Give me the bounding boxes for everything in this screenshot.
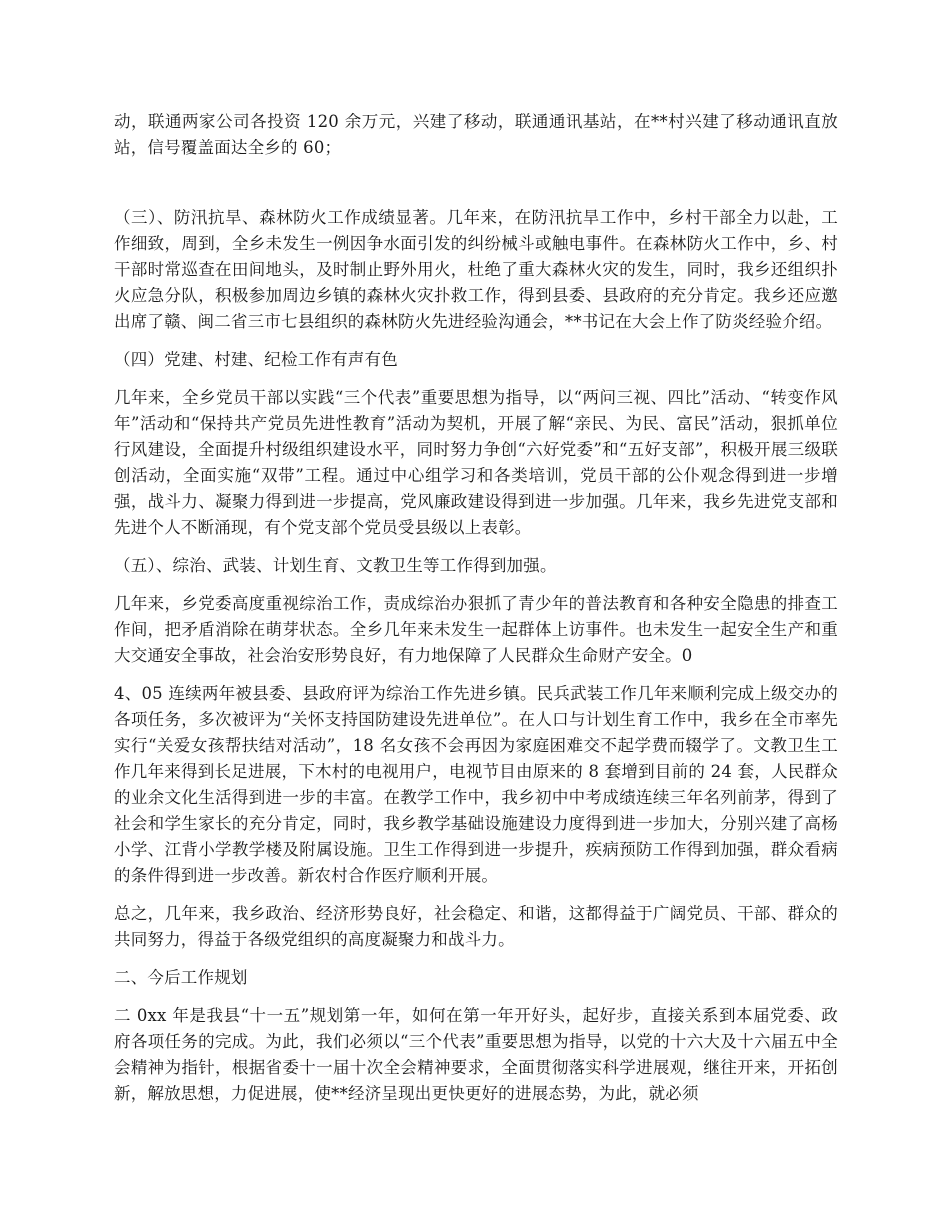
paragraph-summary: 总之，几年来，我乡政治、经济形势良好，社会稳定、和谐，这都得益于广阔党员、干部、群众的共同努力，得益于各级党组织的高度凝聚力和战斗力。: [114, 904, 838, 949]
paragraph-flood-fire-prevention: （三）、防汛抗旱、森林防火工作成绩显著。几年来，在防汛抗旱工作中，乡村干部全力以赴，工作细致，周到，全乡未发生一例因争水面引发的纠纷械斗或触电事件。在森林防火工作中，乡、村干部时常巡查在田间地头，及时制止野外用火，杜绝了重大森林火灾的发生，同时，我乡还组织扑火应急分队，积极参加周边乡镇的森林火灾扑救工作，得到县委、县政府的充分肯定。我乡还应邀出席了赣、闽二省三市七县组织的森林防火先进经验沟通会，**书记在大会上作了防炎经验介绍。: [114, 208, 838, 331]
document-body: [114, 109, 838, 1107]
section-heading-comprehensive-governance: （五）、综治、武装、计划生育、文教卫生等工作得到加强。: [114, 556, 557, 575]
paragraph-party-building: 几年来，全乡党员干部以实践“三个代表”重要思想为指导，以“两问三视、四比”活动、“转变作风年”活动和“保持共产党员先进性教育”活动为契机，开展了解“亲民、为民、富民”活动，狠抓单位行风建设，全面提升村级组织建设水平，同时努力争创“六好党委”和“五好支部”，积极开展三级联创活动，全面实施“双带”工程。通过中心组学习和各类培训，党员干部的公仆观念得到进一步增强，战斗力、凝聚力得到进一步提高，党风廉政建设得到进一步加强。几年来，我乡先进党支部和先进个人不断涌现，有个党支部个党员受县级以上表彰。: [114, 388, 838, 537]
paragraph-telecom: 动，联通两家公司各投资 120 余万元，兴建了移动，联通通讯基站，在**村兴建了移动通讯直放站，信号覆盖面达全乡的 60；: [114, 112, 838, 157]
section-heading-party-building: （四）党建、村建、纪检工作有声有色: [114, 350, 398, 369]
paragraph-public-security: 几年来，乡党委高度重视综治工作，责成综治办狠抓了青少年的普法教育和各种安全隐患的排查工作间，把矛盾消除在萌芽状态。全乡几年来未发生一起群体上访事件。也未发生一起安全生产和重大交通安全事故，社会治安形势良好，有力地保障了人民群众生命财产安全。0: [114, 594, 838, 665]
paragraph-future-plan: 二 0xx 年是我县“十一五”规划第一年，如何在第一年开好头，起好步，直接关系到本届党委、政府各项任务的完成。为此，我们必须以“三个代表”重要思想为指导，以党的十六大及十六届五中全会精神为指针，根据省委十一届十次全会精神要求，全面贯彻落实科学进展观，继往开来，开拓创新，解放思想，力促进展，使**经济呈现出更快更好的进展态势，为此，就必须: [114, 1006, 838, 1103]
paragraph-militia-education-health: 4、05 连续两年被县委、县政府评为综治工作先进乡镇。民兵武装工作几年来顺利完成上级交办的各项任务，多次被评为“关怀支持国防建设先进单位”。在人口与计划生育工作中，我乡在全市率先实行“关爱女孩帮扶结对活动”，18 名女孩不会再因为家庭困难交不起学费而辍学了。文教卫生工作几年来得到长足进展，下木村的电视用户，电视节目由原来的 8 套增到目前的 24 套，人民群众的业余文化生活得到进一步的丰富。在教学工作中，我乡初中中考成绩连续三年名列前茅，得到了社会和学生家长的充分肯定，同时，我乡教学基础设施建设力度得到进一步加大，分别兴建了高杨小学、江背小学教学楼及附属设施。卫生工作得到进一步提升，疾病预防工作得到加强，群众看病的条件得到进一步改善。新农村合作医疗顺利开展。: [114, 684, 838, 885]
section-heading-future-plan: 二、今后工作规划: [114, 968, 248, 987]
